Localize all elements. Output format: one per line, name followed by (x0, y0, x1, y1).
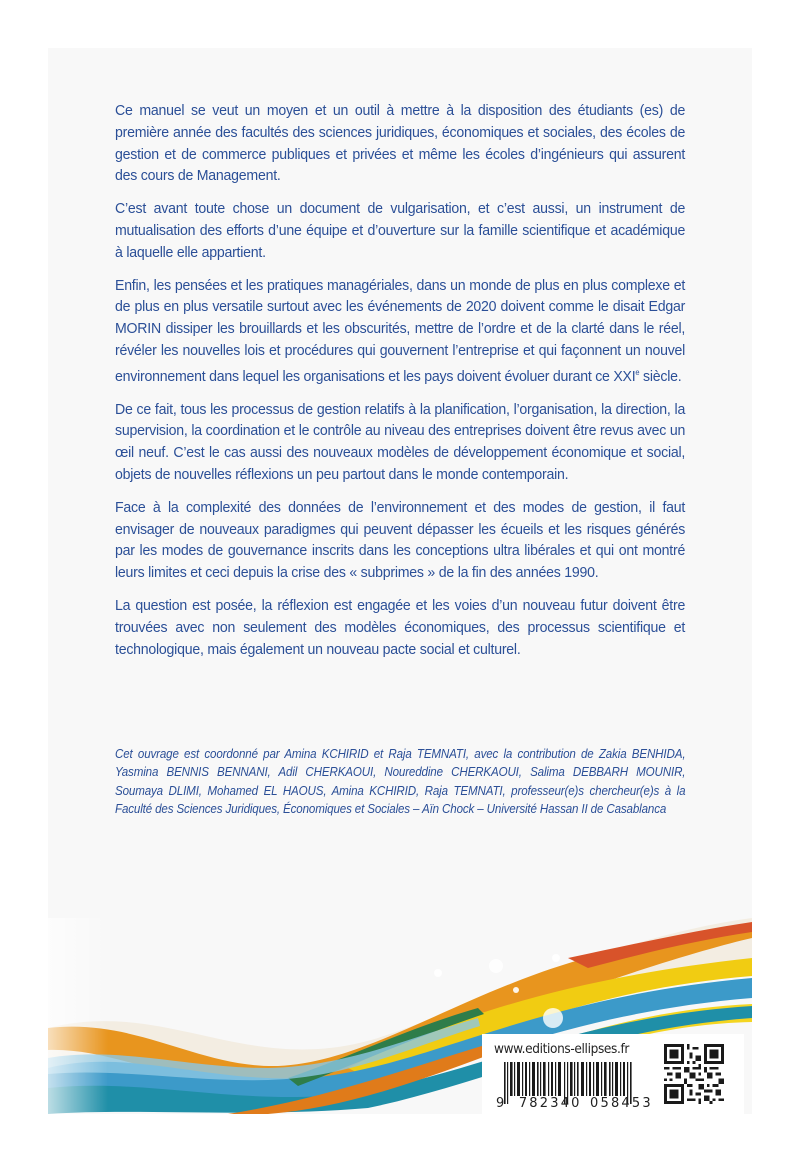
paragraph-3-tail: siècle. (639, 367, 682, 385)
blurb (115, 100, 685, 671)
isbn-group-2: 058453 (590, 1096, 653, 1111)
paragraph-4: De ce fait, tous les processus de gestion relatifs à la planification, l’organisation, la direction, la supervision, la coordination et le contrôle au niveau des entreprises doivent être revus avec un œil neuf. C’est le cas aussi des nouveaux modèles de développement économique et social, objets de nouvelles réflexions un peu partout dans le monde contemporain. (115, 400, 686, 483)
paragraph-3-text: Enfin, les pensées et les pratiques managériales, dans un monde de plus en plus complexe et de plus en plus versatile surtout avec les événements de 2020 doivent comme le disait Edgar MORIN dissiper les brouillards et les obscurités, mettre de l’ordre et de la clarté dans le réel, révéler les nouvelles lois et procédures qui gouvernent l’entreprise et qui façonnent un nouvel environnement dans lequel les organisations et les pays doivent évoluer durant ce XXI (115, 276, 686, 385)
paragraph-3 (115, 275, 685, 388)
publisher-website-link[interactable]: www.editions-ellipses.fr (494, 1041, 630, 1057)
paragraph-1: Ce manuel se veut un moyen et un outil à mettre à la disposition des étudiants (es) de première année des facultés des sciences juridiques, économiques et sociales, des écoles de gestion et de commerce publiques et privées et même les écoles d’ingénieurs qui assurent des cours de Management. (115, 102, 686, 185)
publisher-info-box (482, 1034, 744, 1114)
isbn-group-1: 782340 (518, 1096, 582, 1111)
back-cover (48, 48, 752, 1114)
isbn-prefix: 9 (496, 1096, 507, 1111)
paragraph-2: C’est avant toute chose un document de vulgarisation, et c’est aussi, un instrument de mutualisation des efforts d’une équipe et d’ouverture sur la famille scientifique et académique à laquelle elle appartient. (115, 200, 686, 261)
paragraph-5: Face à la complexité des données de l’environnement et des modes de gestion, il faut envisager de nouveaux paradigmes qui peuvent dépasser les écueils et les risques générés par les modes de gouvernance inscrits dans les conceptions ultra libérales et qui ont montré leurs limites et ceci depuis la crise des « subprimes » de la fin des années 1990. (115, 498, 686, 582)
isbn-number (496, 1096, 653, 1111)
paragraph-6: La question est posée, la réflexion est engagée et les voies d’un nouveau futur doivent être trouvées avec non seulement des modèles économiques, des processus scientifique et technologique, mais également un nouveau pacte social et culturel. (115, 596, 686, 658)
century-superscript: e (635, 367, 640, 377)
contributors-credits: Cet ouvrage est coordonné par Amina KCHIRID et Raja TEMNATI, avec la contribution de Zakia BENHIDA, Yasmina BENNIS BENNANI, Adil CHERKAOUI, Noureddine CHERKAOUI, Salima DEBBARH MOUNIR, Soumaya DLIMI, Mohamed EL HAOUS, Amina KCHIRID, Raja TEMNATI, professeur(e)s chercheur(e)s à la Faculté des Sciences Juridiques, Économiques et Sociales – Aïn Chock – Université Hassan II de Casablanca (115, 746, 686, 817)
qr-code-icon[interactable] (664, 1040, 724, 1108)
